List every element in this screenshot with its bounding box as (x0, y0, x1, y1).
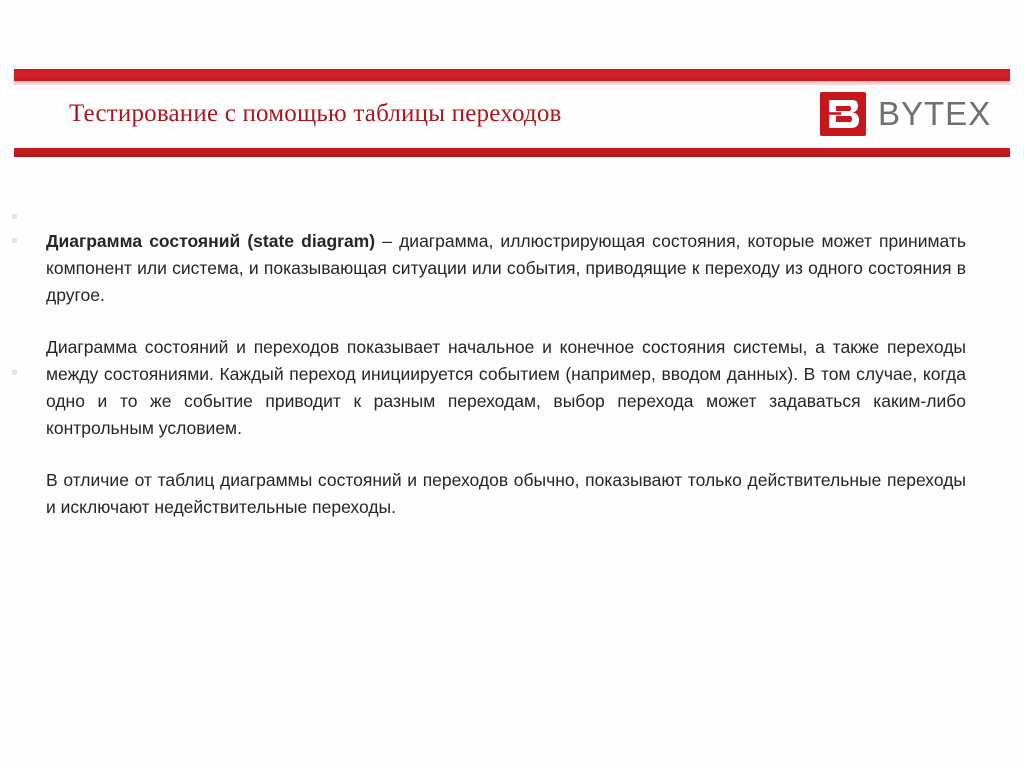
bytex-logo (820, 92, 991, 136)
side-marker (12, 214, 17, 219)
slide-body (46, 228, 966, 546)
difference-paragraph: В отличие от таблиц диаграммы состояний и переходов обычно, показывают только действительные переходы и исключают недействительные переходы. (46, 470, 966, 517)
header-top-stripe (14, 69, 1010, 81)
bytex-logo-text: BYTEX (878, 95, 992, 132)
header-bottom-stripe (14, 148, 1010, 157)
slide-header (14, 64, 1010, 158)
header-top-stripe-highlight (14, 81, 1010, 85)
side-marker (12, 238, 17, 243)
definition-text: – диаграмма, иллюстрирующая состояния, которые может принимать компонент или система, и показывающая ситуации или события, приводящие к переходу из одного состояния в другое. (46, 231, 966, 305)
bytex-logo-mark-icon (820, 92, 866, 136)
transitions-paragraph: Диаграмма состояний и переходов показывает начальное и конечное состояния системы, а также переходы между состояниями. Каждый переход инициируется событием (например, вводом данных). В том случае, когда одно и то же событие приводит к разным переходам, выбор перехода может задаваться каким-либо контрольным условием. (46, 337, 966, 438)
slide-title: Тестирование с помощью таблицы переходов (69, 100, 562, 127)
definition-paragraph (46, 228, 966, 309)
definition-term: Диаграмма состояний (state diagram) (46, 231, 376, 251)
side-marker (12, 370, 17, 375)
